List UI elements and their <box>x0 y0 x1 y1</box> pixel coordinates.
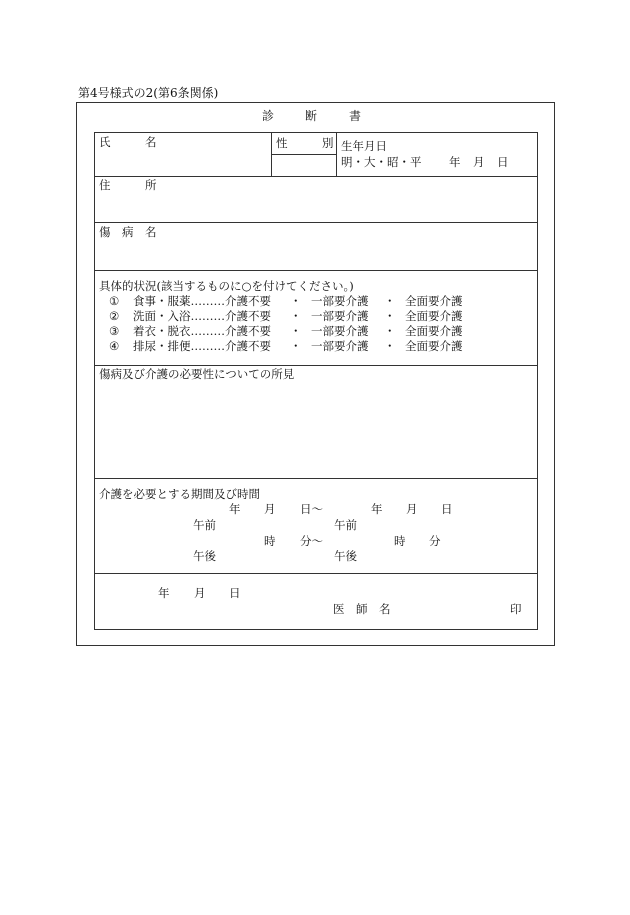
status-item-dot: ・ <box>290 294 302 308</box>
period-from-day: 日〜 <box>300 502 323 516</box>
birth-label: 生年月日 <box>341 139 387 153</box>
status-item-dot: ・ <box>384 339 396 353</box>
form-number: 第4号様式の2(第6条関係) <box>78 86 219 100</box>
period-from-month: 月 <box>264 502 276 516</box>
period-from-hour: 時 <box>264 534 276 548</box>
birth-year: 年 <box>449 155 461 169</box>
signature-year: 年 <box>158 586 170 600</box>
period-to-hour: 時 <box>394 534 406 548</box>
title-char-1: 診 <box>262 109 275 123</box>
birth-month: 月 <box>473 155 485 169</box>
disease-label-char-2: 病 <box>122 225 134 239</box>
era-options: 明・大・昭・平 <box>341 155 422 169</box>
status-item-dot: ・ <box>290 324 302 338</box>
status-item-num: ② <box>109 309 120 323</box>
status-item-num: ① <box>109 294 120 308</box>
status-item-partial: 一部要介護 <box>311 294 369 308</box>
period-from-am: 午前 <box>193 518 216 532</box>
doctor-label-char-3: 名 <box>379 602 391 616</box>
status-item-dot: ・ <box>384 309 396 323</box>
status-heading: 具体的状況(該当するものに○を付けてください。) <box>99 279 354 293</box>
status-item-num: ④ <box>109 339 120 353</box>
address-label-char-2: 所 <box>145 178 157 192</box>
status-item-full: 全面要介護 <box>405 324 463 338</box>
title-char-3: 書 <box>349 109 362 123</box>
status-item-activity: 食事・服薬………介護不要 <box>133 294 271 308</box>
period-to-year: 年 <box>371 502 383 516</box>
birth-day: 日 <box>497 155 509 169</box>
title-char-2: 断 <box>305 109 318 123</box>
disease-label-char-1: 傷 <box>99 225 111 239</box>
name-label-char-2: 名 <box>145 135 157 149</box>
status-item-partial: 一部要介護 <box>311 309 369 323</box>
period-from-minute: 分〜 <box>300 534 323 548</box>
disease-label-char-3: 名 <box>145 225 157 239</box>
period-label: 介護を必要とする期間及び時間 <box>99 487 260 501</box>
status-item-partial: 一部要介護 <box>311 324 369 338</box>
doctor-label-char-1: 医 <box>333 602 345 616</box>
sex-cell-divider <box>271 154 336 155</box>
signature-month: 月 <box>194 586 206 600</box>
period-from-year: 年 <box>229 502 241 516</box>
status-item-dot: ・ <box>384 294 396 308</box>
status-item-dot: ・ <box>290 339 302 353</box>
status-item-activity: 洗面・入浴………介護不要 <box>133 309 271 323</box>
status-item-full: 全面要介護 <box>405 339 463 353</box>
status-item-activity: 排尿・排便………介護不要 <box>133 339 271 353</box>
row-divider-address <box>94 176 538 177</box>
status-item-full: 全面要介護 <box>405 309 463 323</box>
sex-label-char-1: 性 <box>276 136 288 150</box>
address-label-char-1: 住 <box>99 178 111 192</box>
period-to-pm: 午後 <box>334 549 357 563</box>
status-item-num: ③ <box>109 324 120 338</box>
name-label-char-1: 氏 <box>99 135 111 149</box>
seal-label: 印 <box>510 602 522 616</box>
period-to-minute: 分 <box>429 534 441 548</box>
status-item-dot: ・ <box>290 309 302 323</box>
period-to-month: 月 <box>406 502 418 516</box>
signature-day: 日 <box>229 586 241 600</box>
form-table <box>94 132 538 630</box>
sex-label-char-2: 別 <box>322 136 334 150</box>
status-item-activity: 着衣・脱衣………介護不要 <box>133 324 271 338</box>
row-divider-disease <box>94 222 538 223</box>
findings-label: 傷病及び介護の必要性についての所見 <box>99 367 295 381</box>
period-from-pm: 午後 <box>193 549 216 563</box>
row-divider-status <box>94 270 538 271</box>
row-divider-findings <box>94 365 538 366</box>
status-item-dot: ・ <box>384 324 396 338</box>
status-item-full: 全面要介護 <box>405 294 463 308</box>
row-divider-signature <box>94 573 538 574</box>
row-divider-period <box>94 478 538 479</box>
period-to-day: 日 <box>441 502 453 516</box>
doctor-label-char-2: 師 <box>356 602 368 616</box>
status-item-partial: 一部要介護 <box>311 339 369 353</box>
sex-birth-divider <box>336 132 337 176</box>
period-to-am: 午前 <box>334 518 357 532</box>
